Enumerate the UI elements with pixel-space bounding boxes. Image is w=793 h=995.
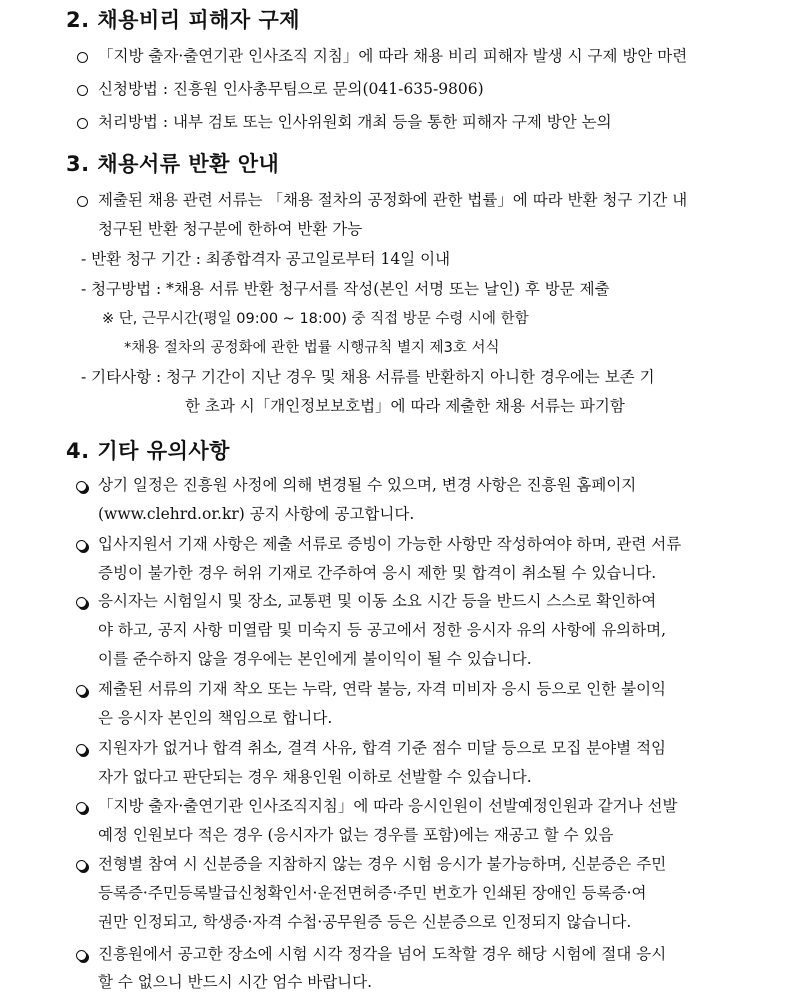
shadow-circle-bullet-icon	[76, 540, 87, 551]
section-4-item-6-line-2: 예정 인원보다 적은 경우 (응시자가 없는 경우를 포함)에는 재공고 할 수 있음	[98, 826, 614, 844]
section-4-item-5-line-1: 지원자가 없거나 합격 취소, 결격 사유, 합격 기준 점수 미달 등으로 모집 분야별 적임	[98, 739, 667, 757]
shadow-circle-bullet-icon	[76, 860, 87, 871]
section-4-item-3-line-1: 응시자는 시험일시 및 장소, 교통편 및 이동 소요 시간 등을 반드시 스스로 확인하여	[98, 592, 657, 610]
shadow-circle-bullet-icon	[76, 950, 87, 961]
section-4-item-7-line-1: 전형별 참여 시 신분증을 지참하지 않는 경우 시험 응시가 불가능하며, 신분증은 주민	[98, 855, 667, 873]
section-2-item-3: 처리방법 : 내부 검토 또는 인사위원회 개최 등을 통한 피해자 구제 방안 논의	[98, 113, 612, 131]
section-2-item-1: 「지방 출자·출연기관 인사조직 지침」에 따라 채용 비리 피해자 발생 시 구제 방안 마련	[98, 47, 688, 65]
section-4-item-8-line-2: 할 수 없으니 반드시 시간 엄수 바랍니다.	[98, 973, 373, 991]
section-4-title: 4. 기타 유의사항	[66, 439, 230, 463]
shadow-circle-bullet-icon	[76, 744, 87, 755]
section-3-intro-line-1: 제출된 채용 관련 서류는 「채용 절차의 공정화에 관한 법률」에 따라 반환 청구 기간 내	[98, 191, 688, 209]
section-4-item-1-line-2: (www.clehrd.or.kr) 공지 사항에 공고합니다.	[98, 505, 415, 523]
hollow-circle-bullet-icon	[77, 118, 88, 129]
hollow-circle-bullet-icon	[77, 52, 88, 63]
section-4-item-8-line-1: 진흥원에서 공고한 장소에 시험 시각 정각을 넘어 도착할 경우 해당 시험에 절대 응시	[98, 945, 667, 963]
shadow-circle-bullet-icon	[76, 481, 87, 492]
section-4-item-4-line-1: 제출된 서류의 기재 착오 또는 누락, 연락 불능, 자격 미비자 응시 등으로 인한 불이익	[98, 680, 667, 698]
section-2-title: 2. 채용비리 피해자 구제	[66, 8, 301, 32]
section-3-title: 3. 채용서류 반환 안내	[66, 152, 280, 176]
section-4-item-6-line-1: 「지방 출자·출연기관 인사조직지침」에 따라 응시인원이 선발예정인원과 같거나 선발	[98, 797, 678, 815]
section-4-item-2-line-1: 입사지원서 기재 사항은 제출 서류로 증빙이 가능한 사항만 작성하여야 하며, 관련 서류	[98, 535, 682, 553]
section-4-item-1-line-1: 상기 일정은 진흥원 사정에 의해 변경될 수 있으며, 변경 사항은 진흥원 홈페이지	[98, 476, 637, 494]
section-4-item-5-line-2: 자가 없다고 판단되는 경우 채용인원 이하로 선발할 수 있습니다.	[98, 768, 532, 786]
section-4-item-3-line-2: 야 하고, 공지 사항 미열람 및 미숙지 등 공고에서 정한 응시자 유의 사항에 유의하며,	[98, 621, 667, 639]
section-3-etc-line-2: 한 초과 시「개인정보보호법」에 따라 제출한 채용 서류는 파기함	[185, 397, 625, 415]
section-4-item-7-line-2: 등록증·주민등록발급신청확인서·운전면허증·주민 번호가 인쇄된 장애인 등록증·여	[98, 884, 647, 902]
shadow-circle-bullet-icon	[76, 685, 87, 696]
section-4-item-2-line-2: 증빙이 불가한 경우 허위 기재로 간주하여 응시 제한 및 합격이 취소될 수 있습니다.	[98, 564, 657, 582]
section-3-etc-line-1: - 기타사항 : 청구 기간이 지난 경우 및 채용 서류를 반환하지 아니한 경우에는 보존 기	[81, 368, 655, 386]
section-4-item-7-line-3: 권만 인정되고, 학생증·자격 수첩·공무원증 등은 신분증으로 인정되지 않습니다.	[98, 913, 632, 931]
shadow-circle-bullet-icon	[76, 802, 87, 813]
section-3-note-1: ※ 단, 근무시간(평일 09:00 ~ 18:00) 중 직접 방문 수령 시에 한함	[102, 311, 529, 327]
section-3-intro-line-2: 청구된 반환 청구분에 한하여 반환 가능	[98, 220, 363, 238]
shadow-circle-bullet-icon	[76, 597, 87, 608]
section-2-item-2: 신청방법 : 진흥원 인사총무팀으로 문의(041-635-9806)	[98, 80, 484, 98]
section-3-period: - 반환 청구 기간 : 최종합격자 공고일로부터 14일 이내	[81, 250, 451, 268]
section-4-item-3-line-3: 이를 준수하지 않을 경우에는 본인에게 불이익이 될 수 있습니다.	[98, 650, 532, 668]
section-4-item-4-line-2: 은 응시자 본인의 책임으로 합니다.	[98, 709, 333, 727]
hollow-circle-bullet-icon	[77, 85, 88, 96]
section-3-note-2: *채용 절차의 공정화에 관한 법률 시행규칙 별지 제3호 서식	[124, 340, 500, 356]
hollow-circle-bullet-icon	[77, 196, 88, 207]
section-3-method: - 청구방법 : *채용 서류 반환 청구서를 작성(본인 서명 또는 날인) 후 방문 제출	[81, 280, 610, 298]
